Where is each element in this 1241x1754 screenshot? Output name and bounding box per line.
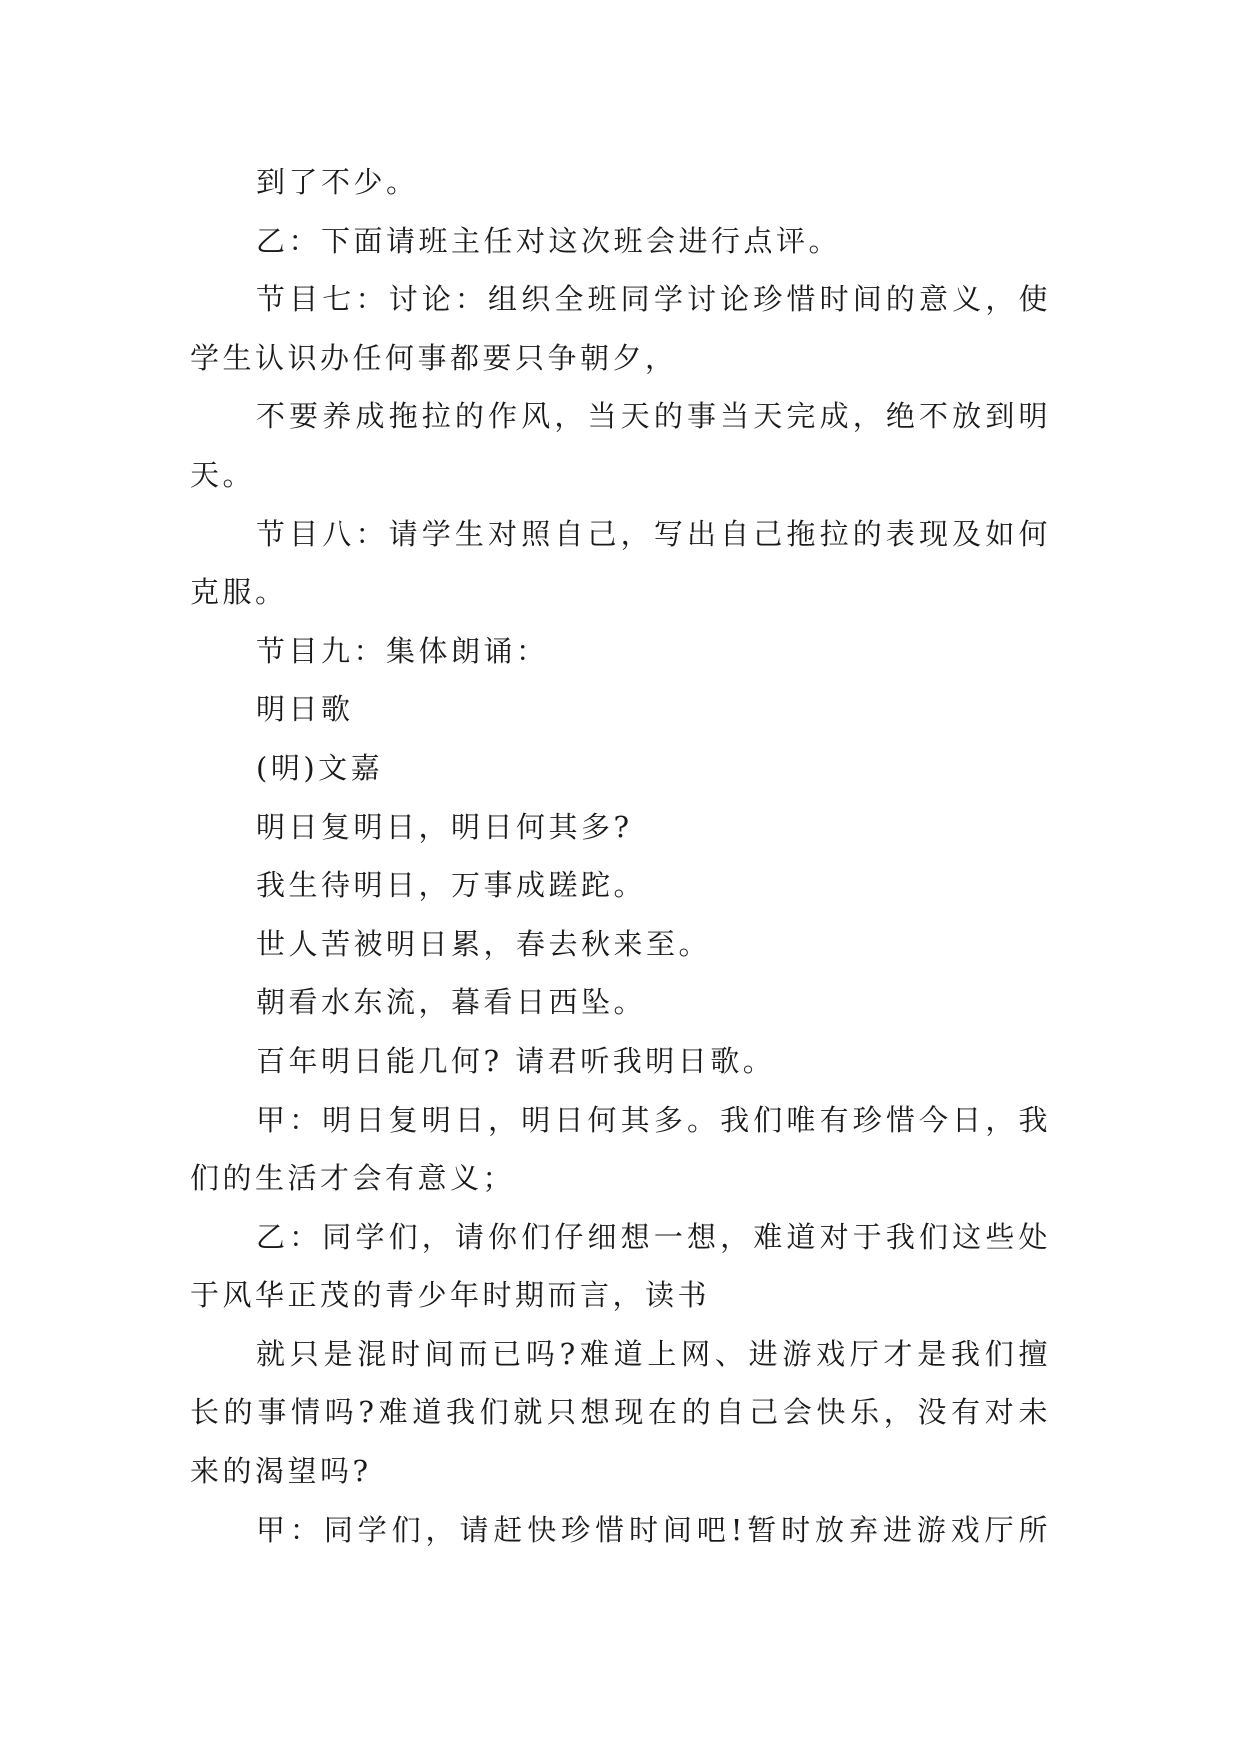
text-line: 们的生活才会有意义；: [190, 1161, 516, 1196]
poem-verse: [190, 973, 1051, 1032]
poem-verse: [190, 915, 1051, 974]
text-line: 百年明日能几何? 请君听我明日歌。: [256, 1043, 776, 1078]
text-line: 节目七：讨论：组织全班同学讨论珍惜时间的意义，使: [256, 282, 1051, 317]
text-line: 甲：明日复明日，明日何其多。我们唯有珍惜今日，我: [256, 1102, 1051, 1137]
text-line: 我生待明日，万事成蹉跎。: [256, 868, 647, 903]
paragraph: [190, 270, 1051, 387]
text-line: 朝看水东流，暮看日西坠。: [256, 985, 647, 1020]
paragraph: [190, 505, 1051, 622]
text-line: 甲：同学们，请赶快珍惜时间吧!暂时放弃进游戏厅所: [256, 1512, 1051, 1547]
text-line: 乙：下面请班主任对这次班会进行点评。: [256, 223, 842, 258]
text-line: 就只是混时间而已吗?难道上网、进游戏厅才是我们擅: [256, 1336, 1051, 1371]
poem-title: [190, 680, 1051, 739]
poem-verse: [190, 798, 1051, 857]
paragraph: [190, 1325, 1051, 1501]
paragraph: [190, 1501, 1051, 1560]
text-line: 克服。: [190, 575, 288, 610]
paragraph: [190, 622, 1051, 681]
text-line: 来的渴望吗?: [190, 1454, 372, 1489]
text-line: 节目九：集体朗诵：: [256, 633, 549, 668]
text-line: 于风华正茂的青少年时期而言，读书: [190, 1278, 711, 1313]
poem-author: [190, 739, 1051, 798]
poem-verse: [190, 856, 1051, 915]
text-line: 长的事情吗?难道我们就只想现在的自己会快乐，没有对未: [190, 1395, 1051, 1430]
paragraph: [190, 1208, 1051, 1325]
text-line: (明)文嘉: [256, 750, 384, 785]
text-line: 到了不少。: [256, 165, 419, 199]
text-line: 天。: [190, 457, 256, 492]
text-line: 明日复明日，明日何其多?: [256, 809, 633, 844]
paragraph: [190, 153, 1051, 212]
paragraph: [190, 1091, 1051, 1208]
paragraph: [190, 212, 1051, 271]
text-line: 乙：同学们，请你们仔细想一想，难道对于我们这些处: [256, 1219, 1051, 1254]
text-line: 学生认识办任何事都要只争朝夕，: [190, 340, 678, 375]
text-line: 节目八：请学生对照自己，写出自己拖拉的表现及如何: [256, 516, 1051, 551]
text-line: 世人苦被明日累，春去秋来至。: [256, 926, 712, 961]
document-body: [190, 153, 1051, 1559]
text-line: 明日歌: [256, 692, 354, 727]
poem-verse: [190, 1032, 1051, 1091]
text-line: 不要养成拖拉的作风，当天的事当天完成，绝不放到明: [256, 399, 1051, 434]
paragraph: [190, 387, 1051, 504]
